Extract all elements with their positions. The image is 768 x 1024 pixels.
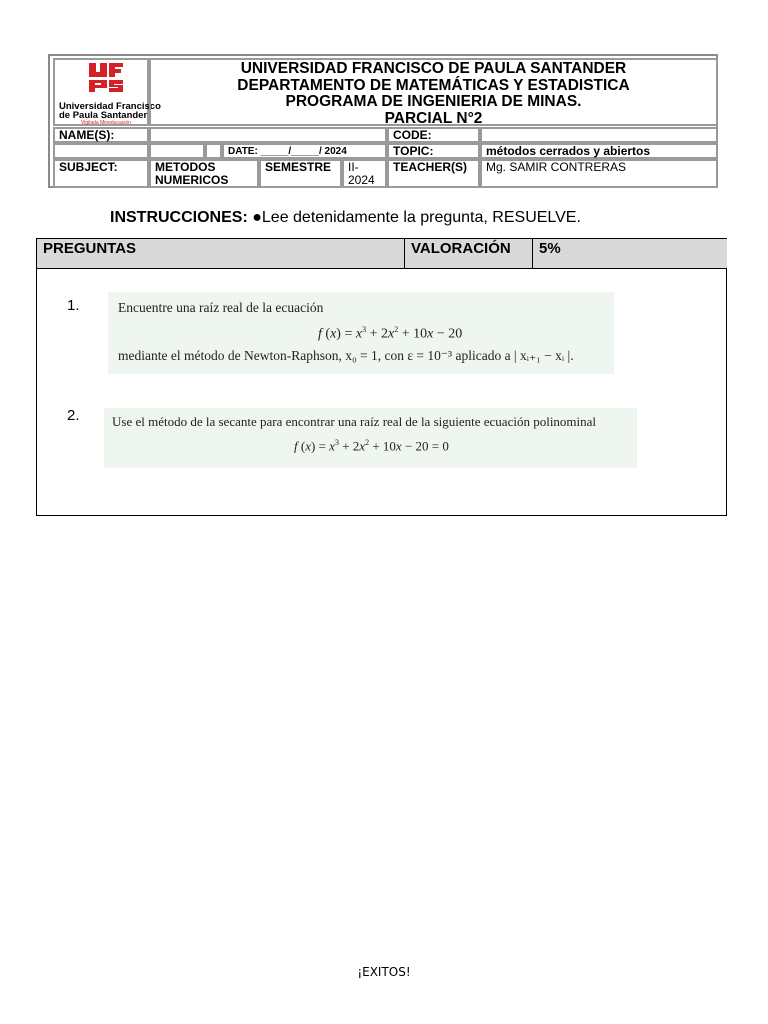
exam-header xyxy=(48,54,718,188)
question-1-number: 1. xyxy=(67,297,80,314)
question-1-line-3: mediante el método de Newton-Raphson, x₀ = 1, con ε = 10⁻³ aplicado a | xᵢ₊₁ − xᵢ |. xyxy=(118,348,574,363)
semestre-label: SEMESTRE xyxy=(259,159,342,188)
logo-line-3: Vigilada Mineducación xyxy=(81,120,131,126)
name-field[interactable] xyxy=(149,127,387,143)
subject-value xyxy=(149,159,259,188)
university-logo xyxy=(53,58,161,126)
subject-label: SUBJECT: xyxy=(53,159,149,188)
teacher-value: Mg. SAMIR CONTRERAS xyxy=(480,159,718,188)
title-line-2: DEPARTAMENTO DE MATEMÁTICAS Y ESTADISTICA xyxy=(237,76,630,94)
semestre-value-line-1: II- xyxy=(348,160,359,174)
question-2-image xyxy=(104,408,637,468)
title-line-4: PARCIAL N°2 xyxy=(384,109,483,127)
instructions-label: INSTRUCCIONES: xyxy=(110,209,248,226)
subject-value-line-2: NUMERICOS xyxy=(155,173,229,187)
date-field[interactable]: DATE: _____/_____/ 2024 xyxy=(222,143,387,159)
title-line-1: UNIVERSIDAD FRANCISCO DE PAULA SANTANDER xyxy=(240,60,627,77)
question-2-number: 2. xyxy=(67,407,80,424)
code-field[interactable] xyxy=(480,127,718,143)
topic-label: TOPIC: xyxy=(387,143,480,159)
exam-title xyxy=(149,58,718,126)
subject-value-line-1: METODOS xyxy=(155,160,216,174)
blank-cell xyxy=(205,143,222,159)
logo-line-1: Universidad Francisco xyxy=(59,101,161,112)
semestre-value-line-2: 2024 xyxy=(348,173,375,187)
question-1-image xyxy=(108,292,614,374)
blank-cell xyxy=(149,143,205,159)
instructions-text: ●Lee detenidamente la pregunta, RESUELVE. xyxy=(247,209,581,226)
name-label: NAME(S): xyxy=(53,127,149,143)
question-2-line-1: Use el método de la secante para encontrar una raíz real de la siguiente ecuación polinominal xyxy=(112,414,597,429)
logo-text xyxy=(59,102,161,126)
teacher-label: TEACHER(S) xyxy=(387,159,480,188)
title-line-3: PROGRAMA DE INGENIERIA DE MINAS. xyxy=(285,93,582,110)
preguntas-header: PREGUNTAS xyxy=(37,239,405,269)
question-1-equation: f $(x) = x^3 + 2x^2 + 10x - 20$ xyxy=(318,325,463,342)
question-1-line-1: Encuentre una raíz real de la ecuación xyxy=(118,300,324,315)
questions-table xyxy=(36,238,727,516)
semestre-value xyxy=(342,159,387,188)
percent-header: 5% xyxy=(533,239,727,269)
topic-value: métodos cerrados y abiertos xyxy=(480,143,718,159)
question-2-equation: f $(x) = x^3 + 2x^2 + 10x - 20 = 0$ xyxy=(294,438,449,454)
valoracion-header: VALORACIÓN xyxy=(405,239,533,269)
logo-line-2: de Paula Santander xyxy=(59,110,148,121)
blank-cell xyxy=(53,143,149,159)
code-label: CODE: xyxy=(387,127,480,143)
instructions xyxy=(110,209,581,227)
footer-text: ¡EXITOS! xyxy=(357,965,411,979)
